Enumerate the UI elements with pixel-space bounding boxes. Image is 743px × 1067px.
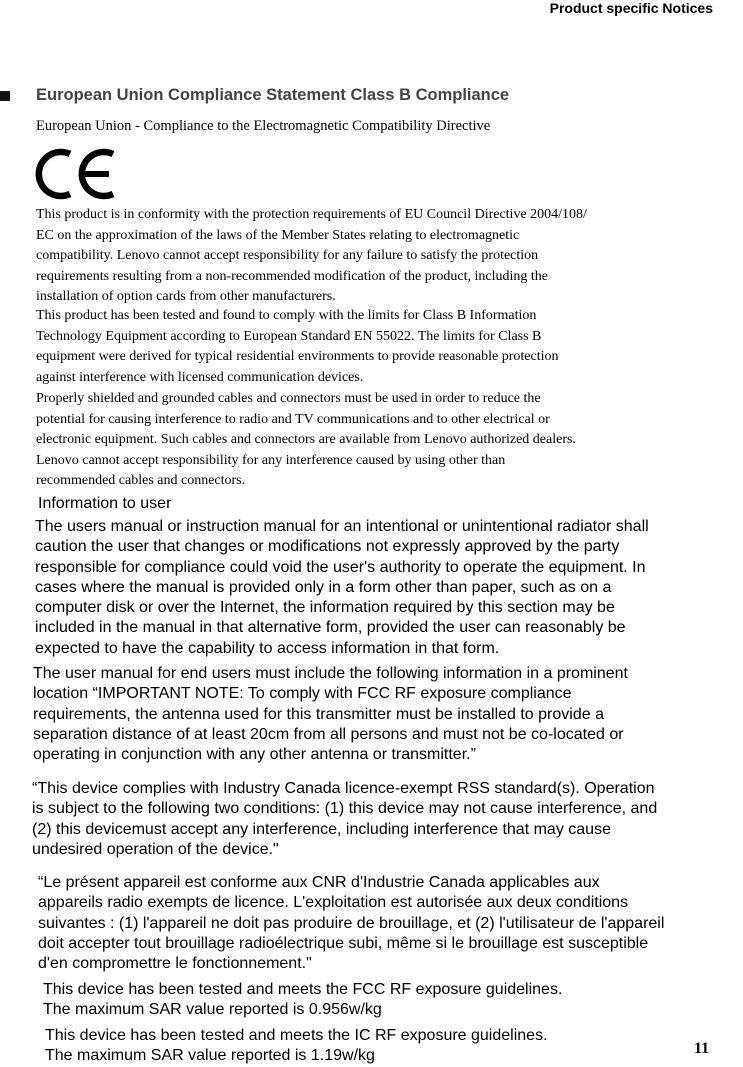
paragraph-line: potential for causing interference to radio and TV communications and to other electrical or bbox=[36, 411, 550, 427]
industrie-canada-french-paragraph bbox=[38, 873, 664, 974]
paragraph-line: electronic equipment. Such cables and connectors are available from Lenovo authorized dealers. bbox=[36, 432, 576, 448]
industry-canada-paragraph bbox=[32, 779, 657, 860]
paragraph-line: doit accepter tout brouillage radioélectrique subi, même si le brouillage est susceptible bbox=[38, 934, 649, 952]
section-title: European Union Compliance Statement Class B Compliance bbox=[36, 86, 510, 104]
paragraph-line: suivantes : (1) l'appareil ne doit pas produire de brouillage, et (2) l'utilisateur de l'appareil bbox=[38, 914, 665, 932]
paragraph-line: included in the manual in that alternative form, provided the user can reasonably be bbox=[35, 619, 626, 637]
fcc-rf-exposure-paragraph bbox=[33, 664, 628, 765]
paragraph-line: “This device complies with Industry Canada licence-exempt RSS standard(s). Operation bbox=[32, 780, 655, 797]
page-number: 11 bbox=[694, 1040, 710, 1057]
paragraph-line: This product has been tested and found to comply with the limits for Class B Information bbox=[36, 308, 537, 323]
paragraph-line: caution the user that changes or modifications not expressly approved by the party bbox=[35, 538, 620, 556]
paragraph-line: appareils radio exempts de licence. L'exploitation est autorisée aux deux conditions bbox=[38, 894, 629, 912]
ce-mark-icon bbox=[33, 144, 117, 204]
paragraph-line: The user manual for end users must include the following information in a prominent bbox=[33, 665, 628, 682]
paragraph-line: EC on the approximation of the laws of the Member States relating to electromagnetic bbox=[36, 227, 520, 243]
user-manual-paragraph bbox=[35, 517, 649, 659]
shielded-cables-paragraph bbox=[36, 389, 726, 492]
class-b-paragraph bbox=[36, 306, 726, 388]
paragraph-line: against interference with licensed communication devices. bbox=[36, 369, 364, 385]
paragraph-line: installation of option cards from other manufacturers. bbox=[36, 289, 336, 305]
paragraph-line: responsible for compliance could void the user's authority to operate the equipment. In bbox=[35, 558, 646, 576]
ic-sar-paragraph bbox=[45, 1026, 548, 1067]
section-bullet bbox=[0, 91, 10, 101]
paragraph-line: Technology Equipment according to European Standard EN 55022. The limits for Class B bbox=[36, 328, 542, 344]
paragraph-line: Lenovo cannot accept responsibility for any interference caused by using other than bbox=[36, 452, 506, 468]
paragraph-line: equipment were derived for typical residential environments to provide reasonable protection bbox=[36, 349, 559, 365]
paragraph-line: cases where the manual is provided only in a form other than paper, such as on a bbox=[35, 578, 612, 596]
emc-conformity-paragraph bbox=[36, 205, 726, 308]
paragraph-line: separation distance of at least 20cm from all persons and must not be co-located or bbox=[33, 725, 624, 743]
paragraph-line: compatibility. Lenovo cannot accept responsibility for any failure to satisfy the protection bbox=[36, 248, 539, 264]
paragraph-line: operating in conjunction with any other antenna or transmitter.” bbox=[33, 746, 476, 764]
paragraph-line: d'en compromettre le fonctionnement." bbox=[38, 955, 312, 973]
directive-title: European Union - Compliance to the Electromagnetic Compatibility Directive bbox=[36, 118, 491, 134]
information-to-user-heading: Information to user bbox=[38, 495, 172, 512]
paragraph-line: computer disk or over the Internet, the information required by this section may be bbox=[35, 599, 615, 617]
paragraph-line: recommended cables and connectors. bbox=[36, 473, 246, 489]
running-header: Product specific Notices bbox=[549, 0, 713, 16]
paragraph-line: “Le présent appareil est conforme aux CNR d'Industrie Canada applicables aux bbox=[38, 874, 600, 891]
paragraph-line: This device has been tested and meets the FCC RF exposure guidelines. bbox=[43, 981, 563, 998]
paragraph-line: requirements resulting from a non-recommended modification of the product, including the bbox=[36, 268, 549, 284]
paragraph-line: Properly shielded and grounded cables and connectors must be used in order to reduce the bbox=[36, 391, 541, 406]
paragraph-line: The users manual or instruction manual for an intentional or unintentional radiator shall bbox=[35, 518, 649, 535]
paragraph-line: location “IMPORTANT NOTE: To comply with FCC RF exposure compliance bbox=[33, 685, 572, 703]
paragraph-line: is subject to the following two conditions: (1) this device may not cause interference, and bbox=[32, 800, 658, 818]
paragraph-line: The maximum SAR value reported is 1.19w/kg bbox=[45, 1047, 375, 1065]
paragraph-line: The maximum SAR value reported is 0.956w/kg bbox=[43, 1001, 382, 1019]
paragraph-line: requirements, the antenna used for this transmitter must be installed to provide a bbox=[33, 705, 604, 723]
paragraph-line: This device has been tested and meets the IC RF exposure guidelines. bbox=[45, 1027, 548, 1044]
fcc-sar-paragraph bbox=[43, 980, 562, 1021]
paragraph-line: This product is in conformity with the protection requirements of EU Council Directive 2004/108/ bbox=[36, 207, 587, 222]
paragraph-line: (2) this devicemust accept any interference, including interference that may cause bbox=[32, 820, 611, 838]
paragraph-line: expected to have the capability to access information in that form. bbox=[35, 639, 500, 657]
paragraph-line: undesired operation of the device." bbox=[32, 840, 279, 858]
